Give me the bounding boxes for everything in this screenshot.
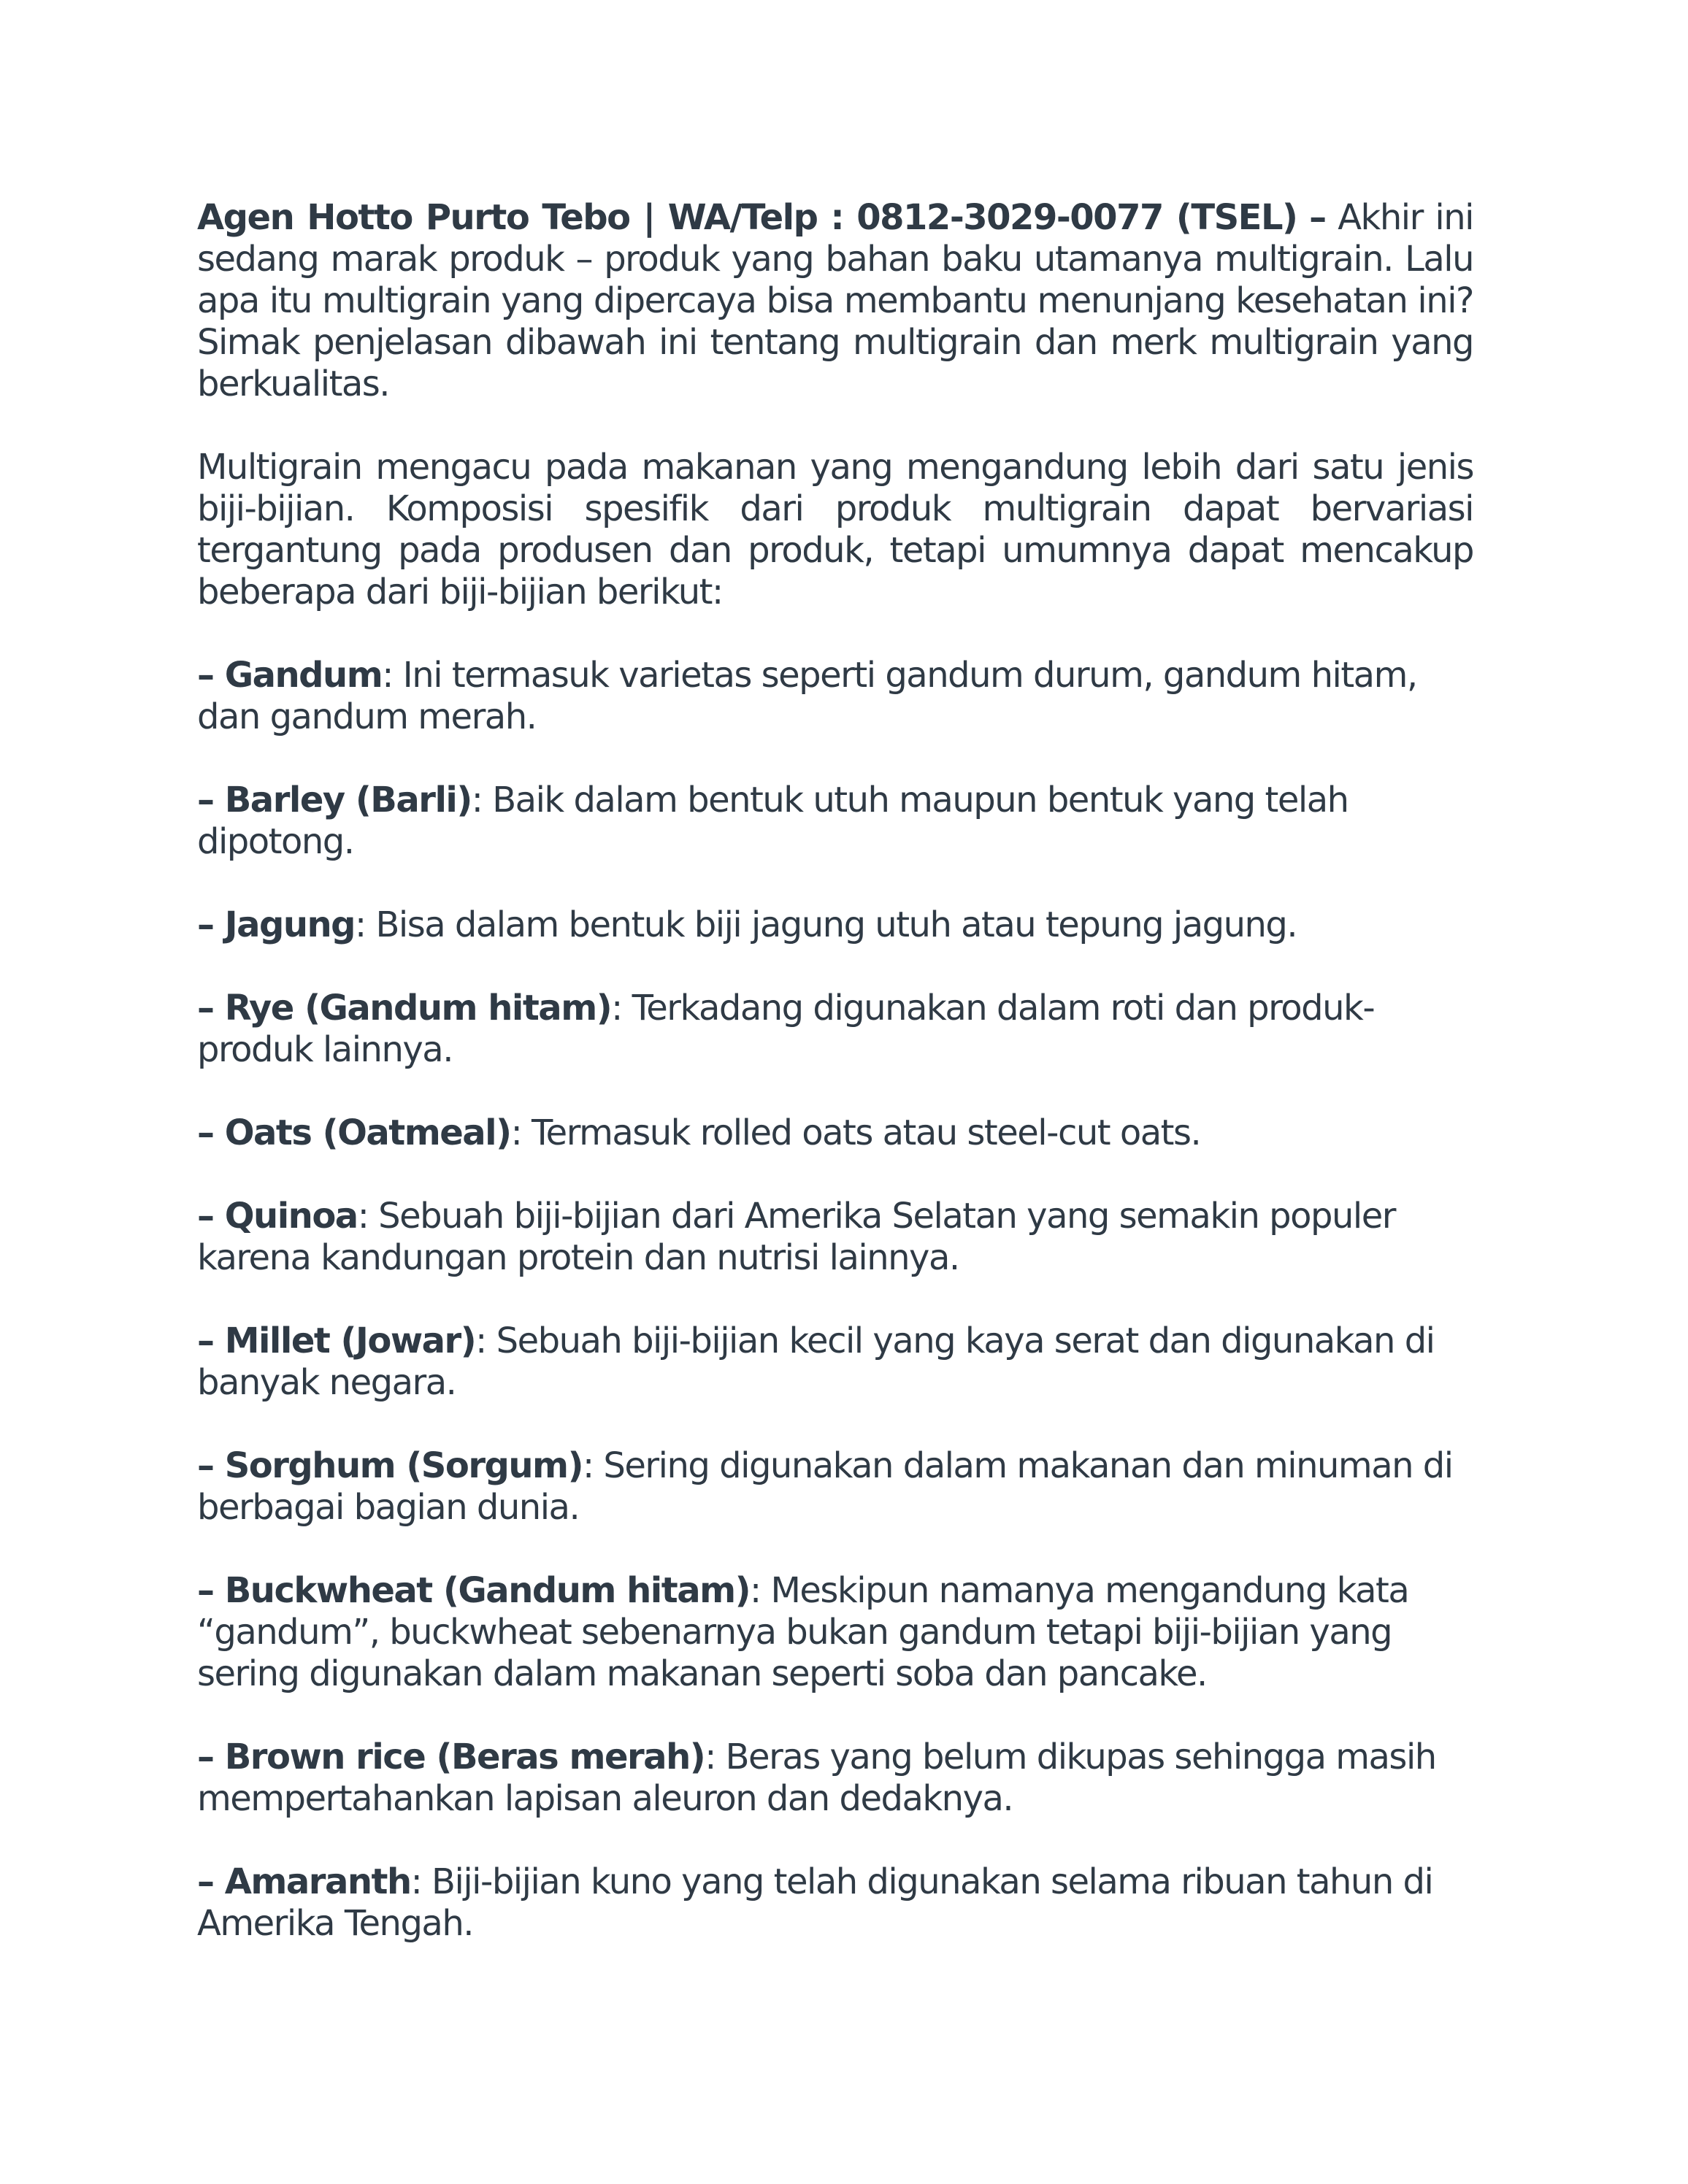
- grain-name: – Rye (Gandum hitam): [197, 988, 612, 1028]
- grain-item: [197, 780, 1473, 863]
- grain-name: – Buckwheat (Gandum hitam): [197, 1570, 751, 1611]
- grain-item: [197, 655, 1473, 738]
- grain-name: – Quinoa: [197, 1196, 358, 1237]
- grain-item: [197, 988, 1473, 1071]
- grain-name: – Jagung: [197, 904, 356, 945]
- grain-list: [197, 655, 1473, 1945]
- grain-description: : Baik dalam bentuk utuh maupun bentuk yang telah dipotong.: [197, 780, 1349, 862]
- grain-description: : Ini termasuk varietas seperti gandum durum, gandum hitam, dan gandum merah.: [197, 655, 1417, 737]
- grain-description: : Termasuk rolled oats atau steel-cut oats.: [510, 1112, 1201, 1153]
- grain-name: – Brown rice (Beras merah): [197, 1737, 705, 1777]
- grain-description: : Biji-bijian kuno yang telah digunakan selama ribuan tahun di Amerika Tengah.: [197, 1861, 1433, 1944]
- grain-description: : Beras yang belum dikupas sehingga masih mempertahankan lapisan aleuron dan dedaknya.: [197, 1737, 1436, 1819]
- grain-item: [197, 1570, 1473, 1695]
- grain-name: – Amaranth: [197, 1861, 411, 1902]
- intro-paragraph: [197, 197, 1473, 405]
- grain-item: [197, 1320, 1473, 1404]
- grain-description: : Meskipun namanya mengandung kata “gandum”, buckwheat sebenarnya bukan gandum tetapi biji-bijian yang sering digunakan dalam makanan seperti soba dan pancake.: [197, 1570, 1409, 1694]
- grain-description: : Bisa dalam bentuk biji jagung utuh atau tepung jagung.: [355, 904, 1297, 945]
- grain-item: [197, 1737, 1473, 1820]
- grain-name: – Sorghum (Sorgum): [197, 1445, 583, 1486]
- document-page: [197, 197, 1473, 1986]
- grain-description: : Sebuah biji-bijian dari Amerika Selatan yang semakin populer karena kandungan protein dan nutrisi lainnya.: [197, 1196, 1395, 1278]
- intro-dash: –: [1309, 197, 1326, 238]
- grain-description: : Sebuah biji-bijian kecil yang kaya serat dan digunakan di banyak negara.: [197, 1320, 1435, 1403]
- grain-item: [197, 1861, 1473, 1945]
- definition-paragraph: Multigrain mengacu pada makanan yang mengandung lebih dari satu jenis biji-bijian. Komposisi spesifik dari produk multigrain dapat bervariasi tergantung pada produsen dan produk, tetapi umumnya dapat mencakup beberapa dari biji-bijian berikut:: [197, 447, 1473, 612]
- grain-item: [197, 1196, 1473, 1279]
- grain-description: : Sering digunakan dalam makanan dan minuman di berbagai bagian dunia.: [197, 1445, 1453, 1528]
- grain-item: [197, 1445, 1473, 1529]
- grain-description: : Terkadang digunakan dalam roti dan produk-produk lainnya.: [197, 988, 1375, 1070]
- grain-name: – Barley (Barli): [197, 780, 472, 820]
- intro-text: Akhir ini sedang marak produk – produk yang bahan baku utamanya multigrain. Lalu apa itu multigrain yang dipercaya bisa membantu menunjang kesehatan ini? Simak penjelasan dibawah ini tentang multigrain dan merk multigrain yang berkualitas.: [197, 197, 1474, 404]
- grain-name: – Gandum: [197, 655, 383, 696]
- grain-item: [197, 1112, 1473, 1154]
- grain-name: – Oats (Oatmeal): [197, 1112, 511, 1153]
- grain-name: – Millet (Jowar): [197, 1320, 476, 1361]
- grain-item: [197, 904, 1473, 946]
- intro-title: Agen Hotto Purto Tebo | WA/Telp : 0812-3029-0077 (TSEL): [197, 197, 1297, 238]
